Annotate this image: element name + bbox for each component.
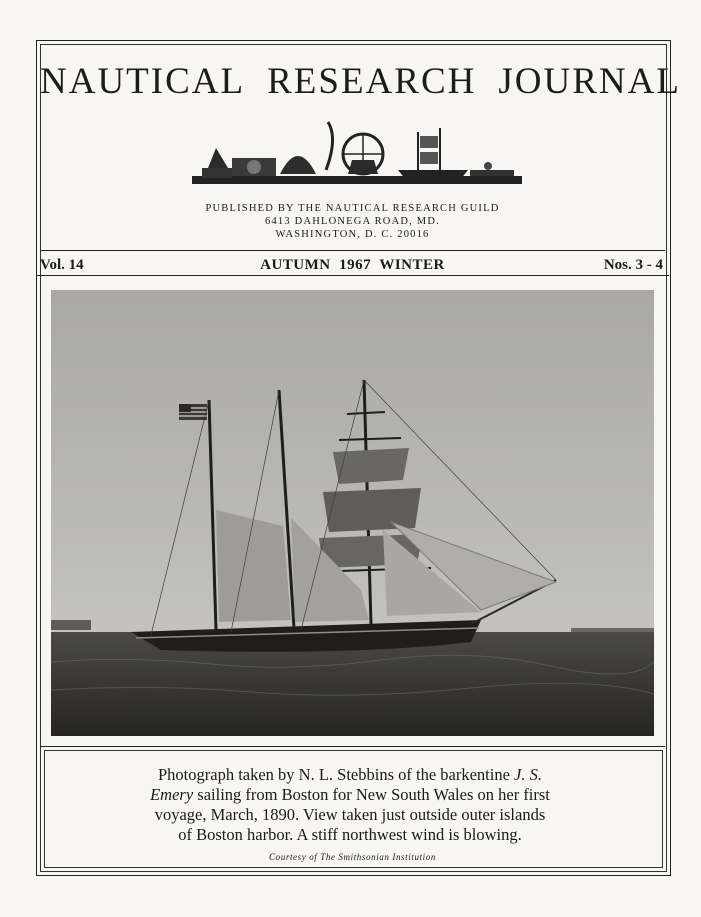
publisher-block (40, 202, 665, 241)
photo-caption (150, 765, 550, 845)
nautical-emblem-icon (188, 118, 526, 190)
title-word-2: RESEARCH (267, 61, 477, 102)
ship-name-cont: Emery (150, 785, 194, 804)
title-word-1: NAUTICAL (40, 61, 246, 102)
season-label: AUTUMN 1967 WINTER (260, 257, 445, 273)
caption-part-1: Photograph taken by N. L. Stebbins of the barkentine (157, 765, 515, 784)
publisher-city: WASHINGTON, D. C. 20016 (275, 229, 430, 240)
issue-numbers: Nos. 3 - 4 (603, 257, 663, 273)
publisher-address: 6413 DAHLONEGA ROAD, MD. (265, 216, 440, 227)
publisher-line: PUBLISHED BY THE NAUTICAL RESEARCH GUILD (205, 203, 500, 214)
volume-label: Vol. 14 (40, 257, 84, 273)
journal-title (40, 60, 681, 103)
title-word-3: JOURNAL (498, 61, 681, 102)
photo-credit: Courtesy of The Smithsonian Institution (269, 852, 436, 862)
ship-photograph (51, 290, 654, 736)
ship-name: J. S. (514, 765, 542, 784)
issue-bar (36, 255, 669, 276)
caption-part-2: sailing from Boston for New South Wales on her first voyage, March, 1890. View taken just outside outer islands of Boston harbor. A stiff northwest wind is blowing. (154, 785, 550, 844)
barkentine-illustration (51, 290, 654, 736)
